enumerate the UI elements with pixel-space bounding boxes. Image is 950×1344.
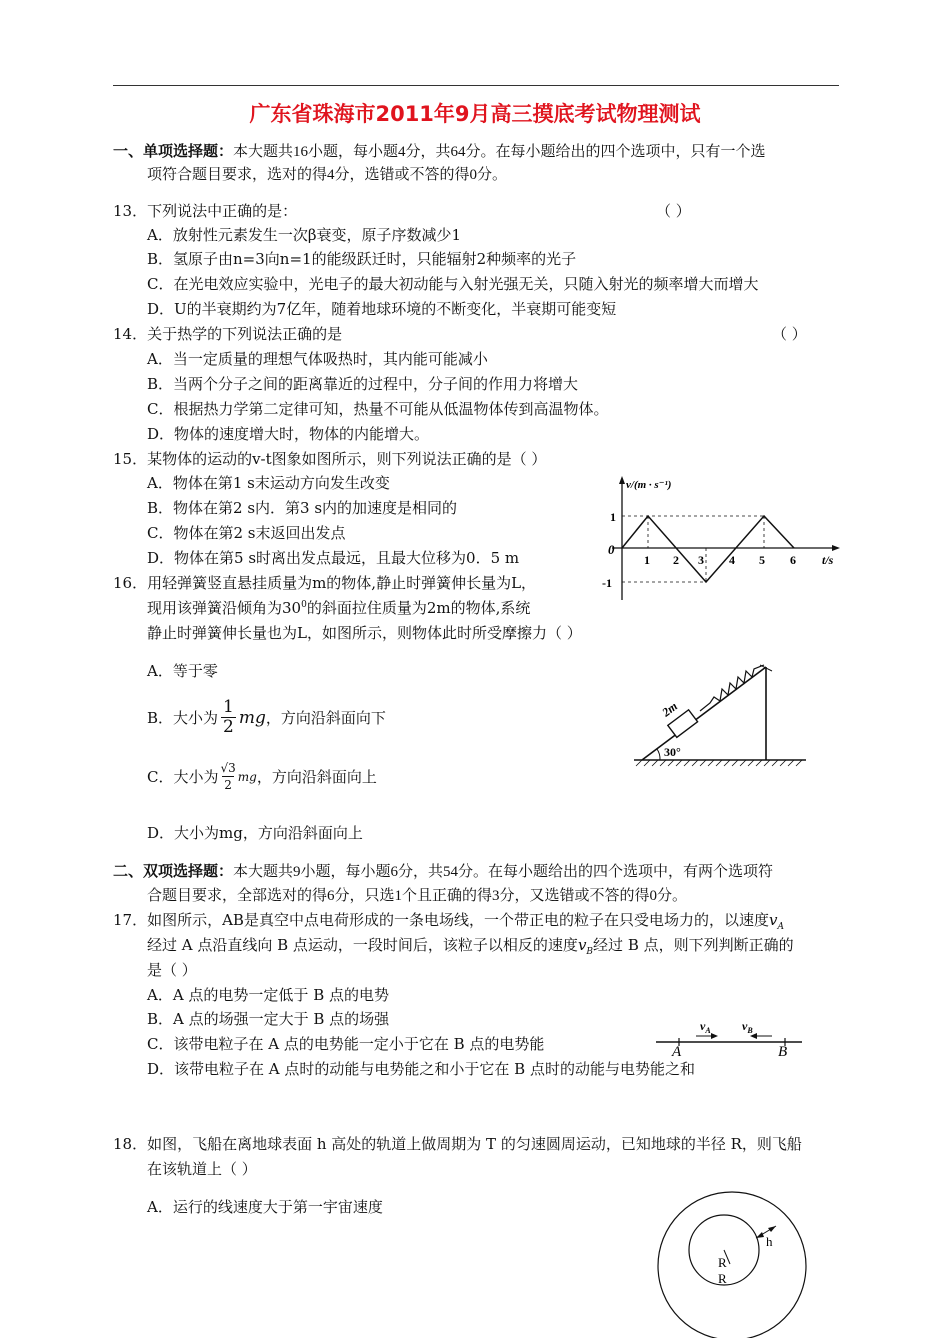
q13-option-d: D．U的半衰期约为7亿年，随着地球环境的不断变化，半衰期可能变短 [147, 300, 617, 318]
vt-ytick-1: 1 [610, 510, 616, 524]
q18-stem-line2: 在该轨道上（ ） [147, 1160, 257, 1178]
field-va-arrowhead [711, 1033, 718, 1039]
vt-graph-figure [598, 472, 843, 607]
q16-option-b-fraction: 1 2 [223, 697, 234, 737]
field-point-b-label: B [778, 1044, 788, 1056]
vt-ytick-minus1: -1 [602, 576, 612, 590]
q18-option-a: A．运行的线速度大于第一宇宙速度 [147, 1198, 383, 1216]
q18-stem-line1: 18．如图，飞船在离地球表面 h 高处的轨道上做周期为 T 的匀速圆周运动，已知地球的半径 R，则飞船 [113, 1135, 802, 1153]
q16-option-b: B．大小为 1 2 mg ，方向沿斜面向下 [147, 697, 386, 737]
vt-series-line [622, 516, 794, 582]
orbit-r-label-1: R [718, 1255, 727, 1270]
section1-line1: 一、单项选择题：本大题共16小题，每小题4分，共64分。在每小题给出的四个选项中，只有一个选 [113, 144, 766, 160]
incline-angle-label: 30° [664, 745, 681, 759]
field-va-label: $v_A$ [700, 1019, 711, 1035]
q13-stem: 13．下列说法中正确的是： [113, 202, 298, 220]
q17-option-c: C．该带电粒子在 A 点的电势能一定小于它在 B 点的电势能 [147, 1035, 545, 1053]
orbit-r-label-2: R [718, 1271, 727, 1286]
q13-option-b: B．氢原子由n=3向n=1的能级跃迁时，只能辐射2种频率的光子 [147, 250, 577, 268]
vt-ylabel: v/(m · s⁻¹) [626, 479, 672, 491]
header-rule [113, 85, 839, 86]
q15-option-a: A．物体在第1 s末运动方向发生改变 [147, 474, 390, 492]
q17-stem-line3: 是（ ） [147, 961, 197, 979]
q16-stem-line2: 现用该弹簧沿倾角为$30^0$的斜面拉住质量为2m的物体,系统 [147, 599, 531, 617]
vt-xlabel: t/s [822, 553, 834, 567]
vt-xtick-4: 4 [729, 553, 735, 567]
q13-option-a: A．放射性元素发生一次β衰变，原子序数减少1 [147, 226, 462, 244]
incline-spring [700, 665, 764, 711]
vt-x-arrow [832, 545, 840, 551]
vt-xtick-5: 5 [759, 553, 765, 567]
orbit-h-arrowhead-2 [768, 1226, 776, 1232]
orbit-figure [652, 1188, 817, 1338]
vt-xtick-6: 6 [790, 553, 796, 567]
incline-figure [630, 655, 810, 770]
field-vb-label: $v_B$ [742, 1019, 753, 1035]
q15-option-b: B．物体在第2 s内．第3 s内的加速度是相同的 [147, 499, 458, 517]
vt-y-arrow [619, 476, 625, 484]
incline-mass-label: 2m [659, 698, 681, 720]
q14-option-b: B．当两个分子之间的距离靠近的过程中，分子间的作用力将增大 [147, 375, 579, 393]
q14-option-a: A．当一定质量的理想气体吸热时，其内能可能减小 [147, 350, 488, 368]
q16-option-c-fraction: √3 2 [220, 761, 236, 792]
field-point-a-label: A [672, 1044, 682, 1056]
q14-option-d: D．物体的速度增大时，物体的内能增大。 [147, 425, 430, 443]
q13-option-c: C．在光电效应实验中，光电子的最大初动能与入射光强无关，只随入射光的频率增大而增大 [147, 275, 759, 293]
q16-option-a: A．等于零 [147, 662, 218, 680]
vt-origin-label: 0 [608, 542, 615, 557]
q16-stem-line3: 静止时弹簧伸长量也为L，如图所示，则物体此时所受摩擦力（ ） [147, 624, 582, 642]
section1-heading: 一、单项选择题： [113, 144, 234, 160]
q17-option-a: A．A 点的电势一定低于 B 点的电势 [147, 986, 389, 1004]
q16-stem-line1: 16．用轻弹簧竖直悬挂质量为m的物体,静止时弹簧伸长量为L， [113, 574, 537, 592]
orbit-h-label: h [766, 1234, 773, 1249]
q16-option-d: D．大小为mg，方向沿斜面向上 [147, 824, 363, 842]
q17-option-b: B．A 点的场强一定大于 B 点的场强 [147, 1010, 390, 1028]
q15-option-c: C．物体在第2 s末返回出发点 [147, 524, 346, 542]
q13-paren: （ ） [656, 202, 691, 220]
q15-stem: 15．某物体的运动的v-t图象如图所示，则下列说法正确的是（ ） [113, 450, 547, 468]
orbit-h-arrowhead-1 [756, 1232, 764, 1238]
incline-ground-hatch [636, 760, 802, 766]
q14-option-c: C．根据热力学第二定律可知，热量不可能从低温物体传到高温物体。 [147, 400, 609, 418]
page-title: 广东省珠海市2011年9月高三摸底考试物理测试 [249, 102, 701, 126]
incline-slope [642, 667, 766, 760]
q17-option-d: D．该带电粒子在 A 点时的动能与电势能之和小于它在 B 点时的动能与电势能之和 [147, 1060, 695, 1078]
q16-option-c: C．大小为 √3 2 mg ，方向沿斜面向上 [147, 761, 377, 792]
q15-option-d: D．物体在第5 s时离出发点最远，且最大位移为0．5 m [147, 549, 520, 567]
orbit-outer-circle [658, 1192, 806, 1338]
q17-stem-line2: 经过 A 点沿直线向 B 点运动，一段时间后，该粒子以相反的速度$v_B$经过 B 点，则下列判断正确的 [147, 936, 794, 957]
incline-angle-arc [657, 749, 660, 760]
vt-xtick-1: 1 [644, 553, 650, 567]
vt-xtick-3: 3 [698, 553, 704, 567]
q14-stem: 14．关于热学的下列说法正确的是 [113, 325, 343, 343]
section2-line1: 二、双项选择题：本大题共9小题，每小题6分，共54分。在每小题给出的四个选项中，有两个选项符 [113, 864, 774, 880]
section1-line2: 项符合题目要求，选对的得4分，选错或不答的得0分。 [147, 167, 508, 183]
section2-heading: 二、双项选择题： [113, 864, 234, 880]
field-line-figure [652, 1018, 807, 1056]
section2-line2: 合题目要求，全部选对的得6分，只选1个且正确的得3分，又选错或不答的得0分。 [147, 888, 688, 904]
q17-stem-line1: 17．如图所示，AB是真空中点电荷形成的一条电场线，一个带正电的粒子在只受电场力的，以速度$v_A$ [113, 911, 784, 932]
q14-paren: （ ） [772, 325, 807, 343]
vt-xtick-2: 2 [673, 553, 679, 567]
